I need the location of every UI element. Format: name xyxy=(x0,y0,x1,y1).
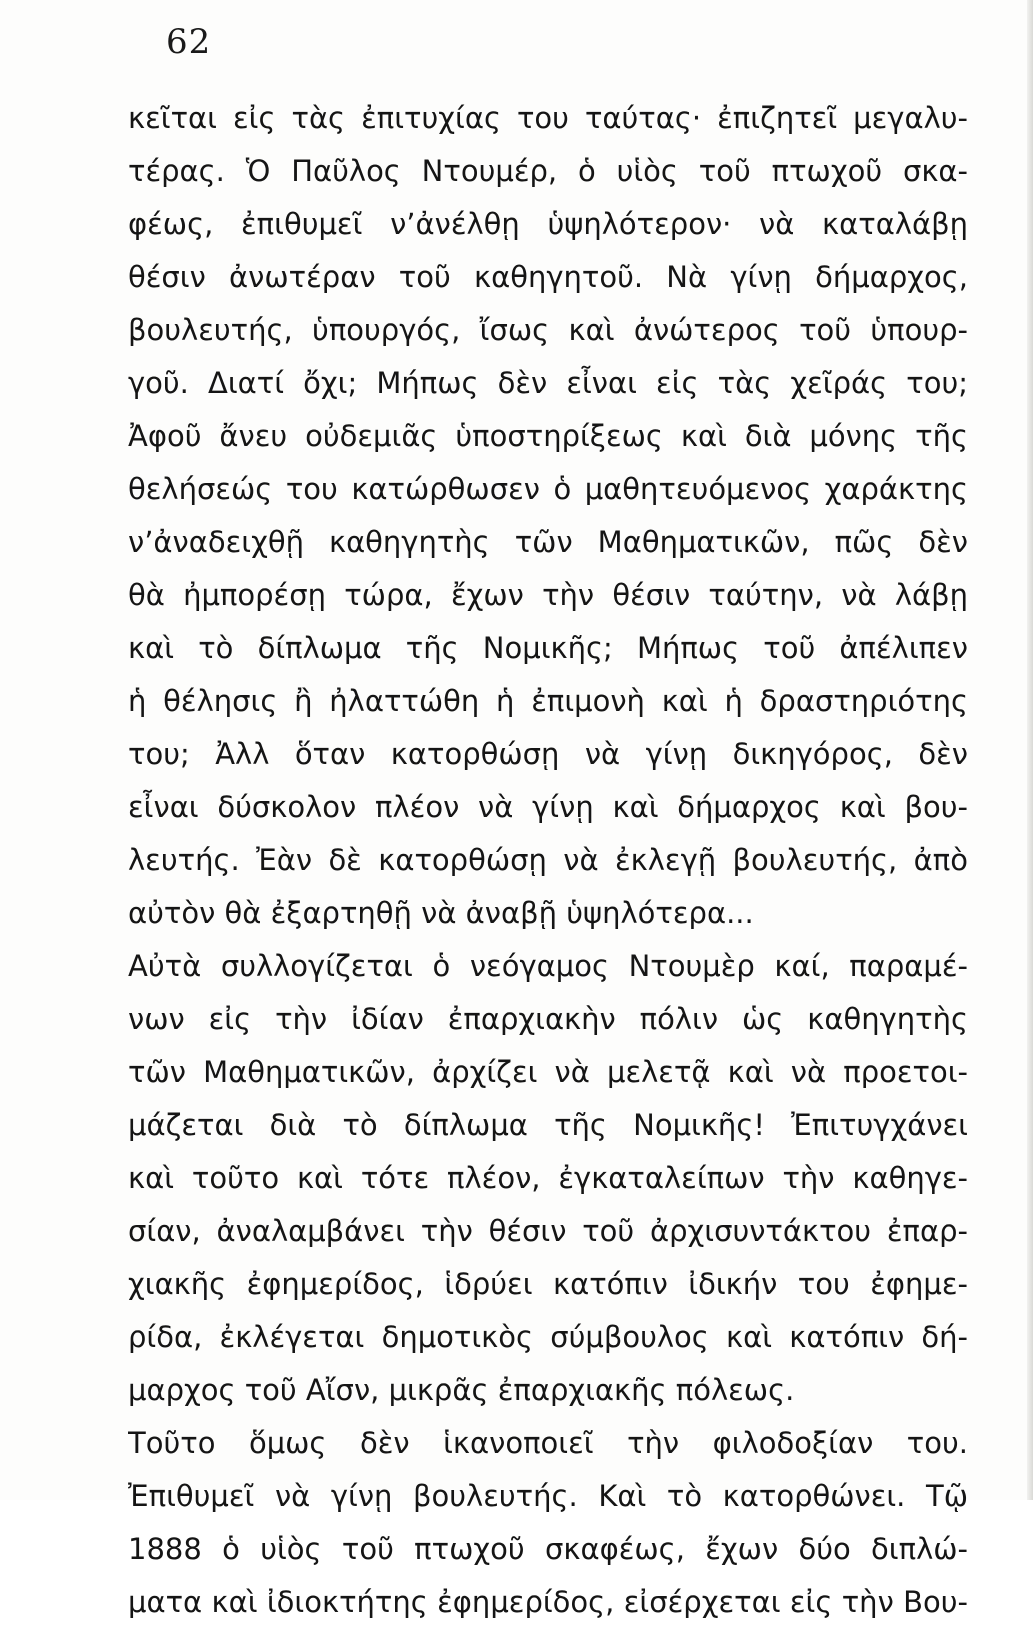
text-line-1: κεῖται εἰς τὰς ἐπιτυχίας του ταύτας· ἐπιζητεῖ μεγαλυ- xyxy=(128,101,968,135)
text-line-26: Τοῦτο ὅμως δὲν ἱκανοποιεῖ τὴν φιλοδοξίαν του. xyxy=(128,1426,968,1460)
page-edge-shadow xyxy=(1027,0,1033,1500)
text-line-20: μάζεται διὰ τὸ δίπλωμα τῆς Νομικῆς! Ἐπιτυγχάνει xyxy=(128,1108,968,1142)
text-line-19: τῶν Μαθηματικῶν, ἀρχίζει νὰ μελετᾷ καὶ νὰ προετοι- xyxy=(128,1055,968,1089)
text-line-5: βουλευτής, ὑπουργός, ἴσως καὶ ἀνώτερος τοῦ ὑπουρ- xyxy=(128,313,968,347)
text-line-2: τέρας. Ὁ Παῦλος Ντουμέρ, ὁ υἱὸς τοῦ πτωχοῦ σκα- xyxy=(128,154,968,188)
text-line-24: ρίδα, ἐκλέγεται δημοτικὸς σύμβουλος καὶ κατόπιν δή- xyxy=(128,1320,968,1354)
text-line-14: εἶναι δύσκολον πλέον νὰ γίνῃ καὶ δήμαρχος καὶ βου- xyxy=(128,790,968,824)
text-line-7: Ἀφοῦ ἄνευ οὐδεμιᾶς ὑποστηρίξεως καὶ διὰ μόνης τῆς xyxy=(128,419,968,453)
text-line-23: χιακῆς ἐφημερίδος, ἱδρύει κατόπιν ἰδικήν του ἐφημε- xyxy=(128,1267,968,1301)
text-line-28: 1888 ὁ υἱὸς τοῦ πτωχοῦ σκαφέως, ἔχων δύο διπλώ- xyxy=(128,1532,968,1566)
body-text xyxy=(128,92,968,1629)
text-line-27: Ἐπιθυμεῖ νὰ γίνῃ βουλευτής. Καὶ τὸ κατορθώνει. Τῷ xyxy=(128,1479,968,1513)
text-line-10: θὰ ἠμπορέσῃ τώρα, ἔχων τὴν θέσιν ταύτην, νὰ λάβῃ xyxy=(128,578,968,612)
text-line-3: φέως, ἐπιθυμεῖ ν’ἀνέλθῃ ὑψηλότερον· νὰ καταλάβῃ xyxy=(128,207,968,241)
text-line-15: λευτής. Ἐὰν δὲ κατορθώσῃ νὰ ἐκλεγῇ βουλευτής, ἀπὸ xyxy=(128,843,968,877)
text-line-25: μαρχος τοῦ Αἴσν, μικρᾶς ἐπαρχιακῆς πόλεως. xyxy=(128,1373,795,1407)
text-line-13: του; Ἀλλ ὅταν κατορθώσῃ νὰ γίνῃ δικηγόρος, δὲν xyxy=(128,737,968,771)
text-line-29: ματα καὶ ἰδιοκτήτης ἐφημερίδος, εἰσέρχεται εἰς τὴν Βου- xyxy=(128,1585,968,1619)
text-line-17: Αὐτὰ συλλογίζεται ὁ νεόγαμος Ντουμὲρ καί, παραμέ- xyxy=(128,949,968,983)
text-line-4: θέσιν ἀνωτέραν τοῦ καθηγητοῦ. Νὰ γίνῃ δήμαρχος, xyxy=(128,260,968,294)
text-line-11: καὶ τὸ δίπλωμα τῆς Νομικῆς; Μήπως τοῦ ἀπέλιπεν xyxy=(128,631,968,665)
text-line-22: σίαν, ἀναλαμβάνει τὴν θέσιν τοῦ ἀρχισυντάκτου ἐπαρ- xyxy=(128,1214,968,1248)
text-line-18: νων εἰς τὴν ἰδίαν ἐπαρχιακὴν πόλιν ὡς καθηγητὴς xyxy=(128,1002,968,1036)
text-line-9: ν’ἀναδειχθῇ καθηγητὴς τῶν Μαθηματικῶν, πῶς δὲν xyxy=(128,525,968,559)
text-line-16: αὐτὸν θὰ ἐξαρτηθῇ νὰ ἀναβῇ ὑψηλότερα... xyxy=(128,896,754,930)
page-number: 62 xyxy=(166,22,212,62)
text-line-21: καὶ τοῦτο καὶ τότε πλέον, ἐγκαταλείπων τὴν καθηγε- xyxy=(128,1161,968,1195)
text-line-8: θελήσεώς του κατώρθωσεν ὁ μαθητευόμενος χαράκτης xyxy=(128,472,968,506)
text-line-6: γοῦ. Διατί ὄχι; Μήπως δὲν εἶναι εἰς τὰς χεῖράς του; xyxy=(128,366,968,400)
text-line-12: ἡ θέλησις ἢ ἠλαττώθη ἡ ἐπιμονὴ καὶ ἡ δραστηριότης xyxy=(128,684,968,718)
